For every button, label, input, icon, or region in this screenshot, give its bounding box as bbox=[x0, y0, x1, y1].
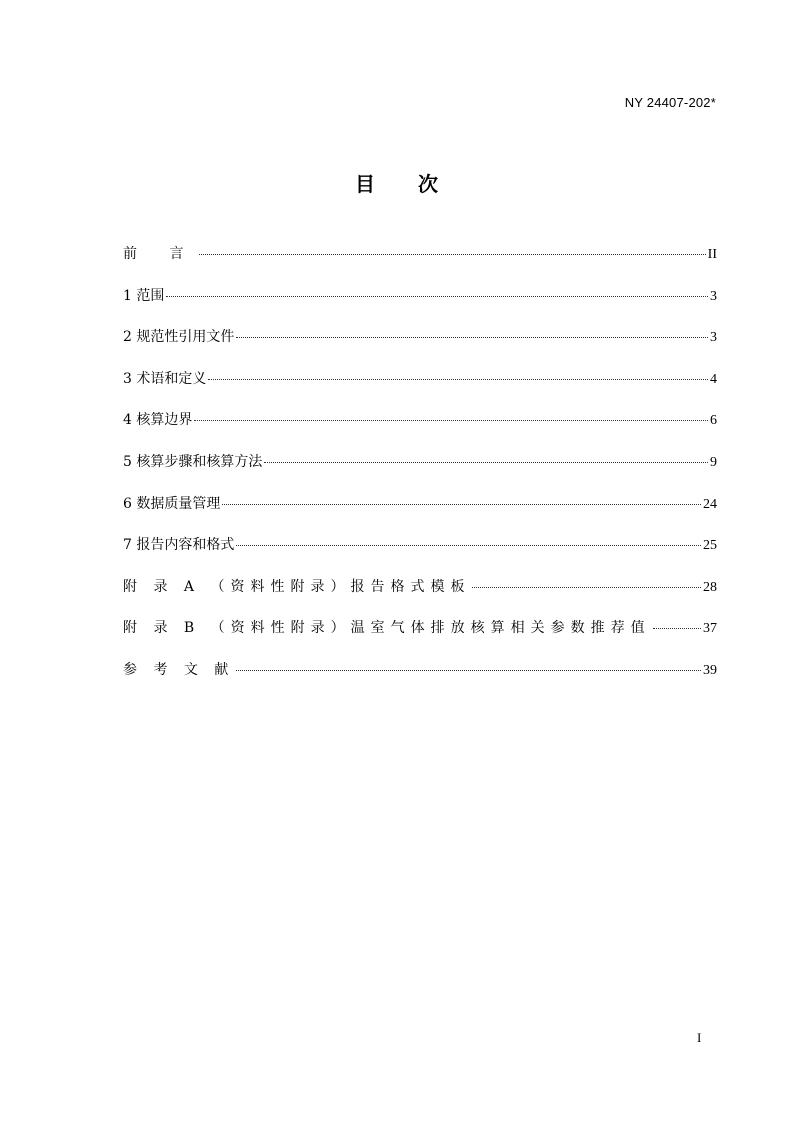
toc-entry-label: 附 录 B （资料性附录）温室气体排放核算相关参数推荐值 bbox=[123, 620, 651, 637]
dot-leader bbox=[236, 337, 708, 338]
dot-leader bbox=[264, 462, 708, 463]
toc-entry-references[interactable] bbox=[123, 659, 717, 701]
toc-entry-page: II bbox=[707, 247, 717, 262]
page-number: I bbox=[697, 1030, 702, 1045]
toc-entry-label: 4 核算边界 bbox=[123, 412, 193, 429]
toc-entry-page: 37 bbox=[703, 621, 717, 637]
toc-entry-appendix-a[interactable] bbox=[123, 576, 717, 618]
toc-entry-page: 24 bbox=[703, 496, 717, 512]
table-of-contents bbox=[123, 243, 717, 701]
toc-entry-label: 参 考 文 献 bbox=[123, 661, 235, 678]
toc-entry-label: 2 规范性引用文件 bbox=[123, 329, 235, 346]
dot-leader bbox=[236, 545, 701, 546]
dot-leader bbox=[166, 296, 708, 297]
dot-leader bbox=[208, 379, 708, 380]
toc-entry-foreword[interactable] bbox=[123, 243, 717, 285]
toc-entry-label: 附 录 A （资料性附录）报告格式模板 bbox=[123, 578, 471, 595]
toc-entry-label: 6 数据质量管理 bbox=[123, 495, 221, 512]
toc-entry-page: 39 bbox=[703, 662, 717, 678]
toc-entry-label: 1 范围 bbox=[123, 287, 165, 304]
toc-entry-terms-definitions[interactable] bbox=[123, 368, 717, 410]
toc-entry-label: 3 术语和定义 bbox=[123, 370, 207, 387]
document-code: NY 24407-202* bbox=[624, 95, 716, 110]
dot-leader bbox=[199, 254, 705, 255]
toc-entry-appendix-b[interactable] bbox=[123, 617, 717, 659]
toc-entry-report-format[interactable] bbox=[123, 534, 717, 576]
toc-entry-normative-references[interactable] bbox=[123, 326, 717, 368]
dot-leader bbox=[222, 504, 701, 505]
toc-entry-page: 3 bbox=[710, 330, 717, 346]
toc-entry-label: 7 报告内容和格式 bbox=[123, 537, 235, 554]
toc-entry-data-quality[interactable] bbox=[123, 493, 717, 535]
toc-entry-label: 前 言 bbox=[123, 246, 198, 262]
toc-entry-accounting-methods[interactable] bbox=[123, 451, 717, 493]
dot-leader bbox=[653, 628, 701, 629]
toc-entry-page: 9 bbox=[710, 454, 717, 470]
toc-entry-scope[interactable] bbox=[123, 285, 717, 327]
dot-leader bbox=[472, 587, 701, 588]
dot-leader bbox=[236, 670, 701, 671]
toc-entry-page: 25 bbox=[703, 538, 717, 554]
toc-entry-page: 6 bbox=[710, 413, 717, 429]
toc-entry-page: 3 bbox=[710, 288, 717, 304]
toc-entry-page: 28 bbox=[703, 579, 717, 595]
dot-leader bbox=[194, 420, 708, 421]
toc-entry-page: 4 bbox=[710, 371, 717, 387]
toc-entry-accounting-boundary[interactable] bbox=[123, 409, 717, 451]
toc-title: 目 次 bbox=[355, 172, 456, 196]
toc-entry-label: 5 核算步骤和核算方法 bbox=[123, 453, 263, 470]
